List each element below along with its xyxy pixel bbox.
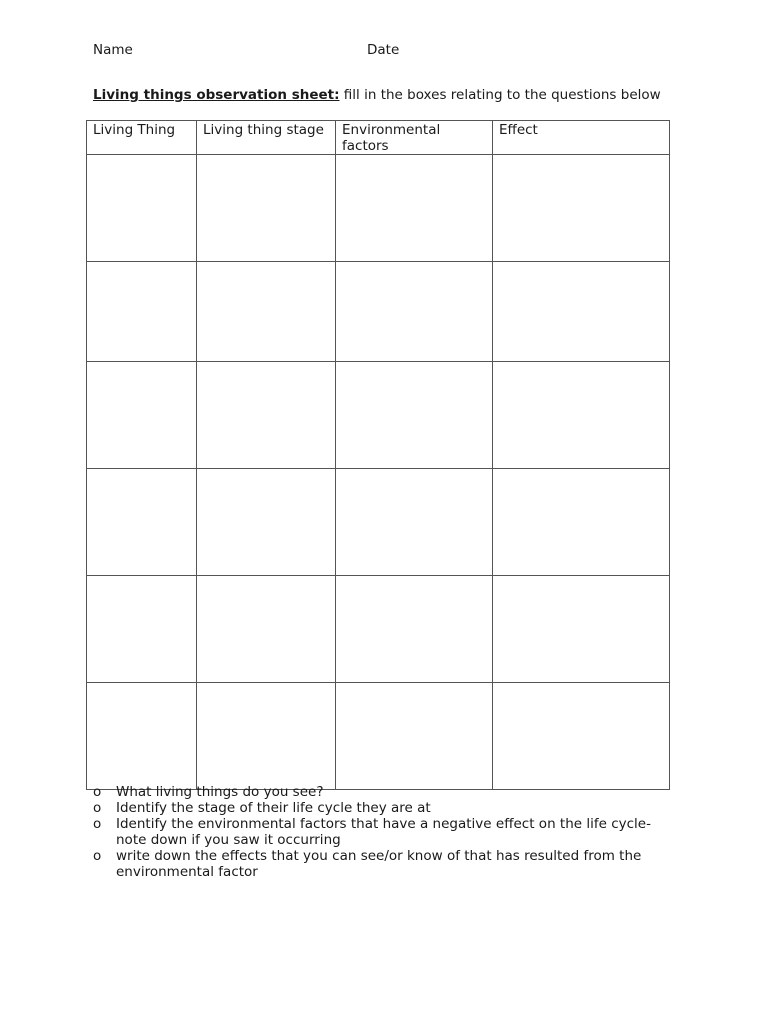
table-cell[interactable] (197, 576, 336, 683)
table-cell[interactable] (197, 262, 336, 362)
header-living-thing: Living Thing (87, 121, 197, 155)
table-row (87, 576, 670, 683)
bullet-marker: o (93, 848, 102, 864)
table-cell[interactable] (493, 362, 670, 469)
table-cell[interactable] (336, 469, 493, 576)
table-cell[interactable] (87, 155, 197, 262)
bullet-marker: o (93, 784, 102, 800)
table-cell[interactable] (336, 262, 493, 362)
table-cell[interactable] (197, 469, 336, 576)
table-cell[interactable] (493, 262, 670, 362)
table-cell[interactable] (87, 362, 197, 469)
question-list (93, 784, 683, 880)
table-cell[interactable] (197, 683, 336, 790)
table-cell[interactable] (87, 683, 197, 790)
header-effect: Effect (493, 121, 670, 155)
question-item: o Identify the environmental factors that have a negative effect on the life cycle- note down if you saw it occurring (93, 816, 651, 848)
table-cell[interactable] (336, 576, 493, 683)
question-item: o Identify the stage of their life cycle they are at (93, 800, 431, 816)
bullet-marker: o (93, 800, 102, 816)
table-header-row (87, 121, 670, 155)
table-cell[interactable] (336, 362, 493, 469)
table-cell[interactable] (87, 262, 197, 362)
table-row (87, 362, 670, 469)
table-cell[interactable] (493, 155, 670, 262)
table-cell[interactable] (336, 155, 493, 262)
table-cell[interactable] (493, 469, 670, 576)
table-cell[interactable] (197, 155, 336, 262)
table-row (87, 155, 670, 262)
instruction-text: fill in the boxes relating to the questions below (339, 87, 661, 103)
table-row (87, 262, 670, 362)
observation-table (86, 120, 670, 790)
date-label: Date (367, 42, 400, 58)
instruction-line (93, 86, 661, 104)
sheet-title: Living things observation sheet: (93, 87, 340, 103)
header-environmental-factors: Environmental factors (336, 121, 493, 155)
table-cell[interactable] (87, 576, 197, 683)
bullet-marker: o (93, 816, 102, 832)
table-row (87, 683, 670, 790)
question-item: o What living things do you see? (93, 784, 324, 800)
table-cell[interactable] (87, 469, 197, 576)
table-body (87, 155, 670, 790)
question-item: o write down the effects that you can see/or know of that has resulted from the environmental factor (93, 848, 642, 880)
header-living-thing-stage: Living thing stage (197, 121, 336, 155)
table-cell[interactable] (493, 683, 670, 790)
name-label: Name (93, 42, 133, 58)
table-row (87, 469, 670, 576)
table-cell[interactable] (336, 683, 493, 790)
table-cell[interactable] (493, 576, 670, 683)
table-cell[interactable] (197, 362, 336, 469)
